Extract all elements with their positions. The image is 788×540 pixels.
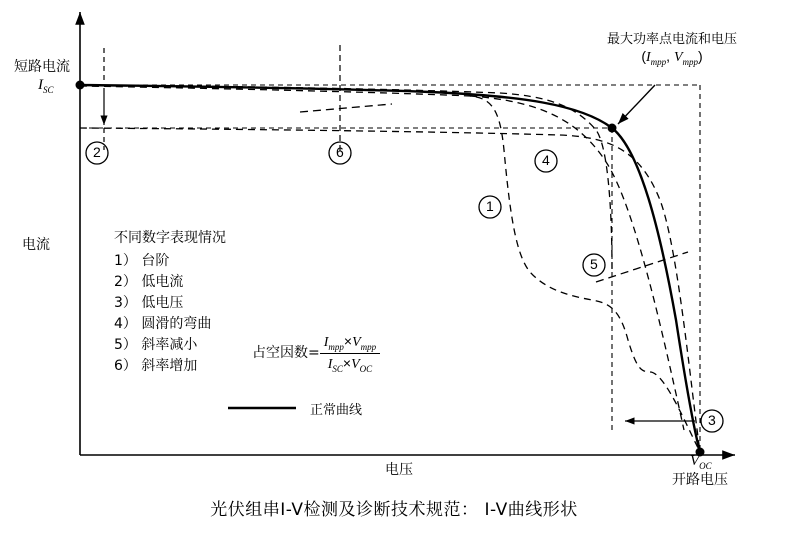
x-axis-label: 电压 [385,462,413,478]
marker-4: 4 [542,152,550,168]
isc-point [76,81,85,90]
mpp-leader [618,85,655,124]
voc-symbol: $V_{OC}$ [690,453,712,471]
legend-item-2: 2） 低电流 [114,274,184,290]
marker-1: 1 [486,198,494,214]
curve-rounded-knee [470,96,684,430]
legend-list [114,228,226,377]
legend-normal-curve-label: 正常曲线 [310,403,363,418]
voc-label: 开路电压 [672,472,728,488]
fill-factor-formula: 占空因数= $\frac{I_{mpp}\times V_{mpp}}{I_{SC}\times V_{OC}}$ [252,333,380,374]
mpp-annotation: 最大功率点电流和电压 ($I_{mpp}$, $V_{mpp}$) [606,32,737,67]
legend-item-1: 1） 台阶 [114,253,170,269]
legend-item-6: 6） 斜率增加 [114,358,198,374]
legend-item-3: 3） 低电压 [114,295,184,311]
legend-item-5: 5） 斜率减小 [114,337,198,353]
y-axis-label: 电流 [22,237,50,253]
isc-symbol: $I_{SC}$ [38,77,54,95]
marker-3: 3 [708,412,716,428]
isc-label: 短路电流 [14,59,70,75]
marker-5: 5 [590,256,598,272]
tangent-slope-decrease [596,252,688,282]
legend-header: 不同数字表现情况 [114,230,226,246]
figure-caption: 光伏组串I-V检测及诊断技术规范： I-V曲线形状 [210,500,578,520]
marker-2: 2 [93,144,101,160]
marker-6: 6 [336,144,344,160]
legend-item-4: 4） 圆滑的弯曲 [114,316,212,332]
mpp-point [608,124,617,133]
tangent-slope-increase [300,104,392,112]
